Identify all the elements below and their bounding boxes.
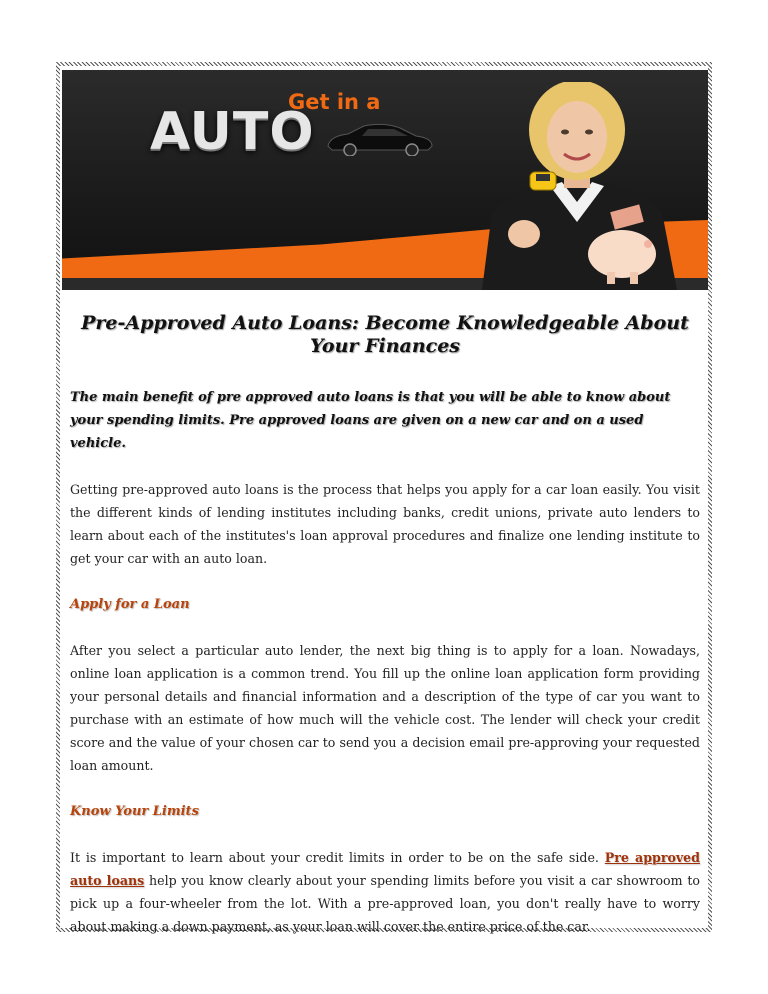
article bbox=[70, 312, 700, 938]
logo-auto-text: AUTO bbox=[150, 102, 315, 162]
paragraph-intro: Getting pre-approved auto loans is the process that helps you apply for a car loan easily. You visit the different kinds of lending institutes including banks, credit unions, private auto lenders to learn about each of the institutes's loan approval procedures and finalize one lending institute to get your car with an auto loan. bbox=[70, 482, 700, 566]
woman-with-toy-car-and-piggy-bank-image bbox=[462, 82, 692, 290]
article-lead: The main benefit of pre approved auto loans is that you will be able to know about your spending limits. Pre approved loans are given on a new car and on a used vehicle. bbox=[70, 390, 671, 451]
article-title: Pre-Approved Auto Loans: Become Knowledgeable About Your Finances bbox=[81, 312, 689, 357]
paragraph-limits bbox=[70, 846, 700, 938]
paragraph-limits-text-start: It is important to learn about your credit limits in order to be on the safe side. bbox=[70, 850, 605, 865]
paragraph-limits-text-end: help you know clearly about your spending limits before you visit a car showroom to pick up a four-wheeler from the lot. With a pre-approved loan, you don't really have to worry about making a down payment, as your loan will cover the entire price of the car. bbox=[70, 873, 700, 934]
heading-apply-for-a-loan: Apply for a Loan bbox=[70, 597, 190, 612]
pre-approved-auto-loans-link[interactable]: Pre approved auto loans bbox=[70, 850, 700, 888]
paragraph-apply: After you select a particular auto lender, the next big thing is to apply for a loan. Nowadays, online loan application is a common trend. You fill up the online loan application form providing your personal details and financial information and a description of the type of car you want to purchase with an estimate of how much will the vehicle cost. The lender will check your credit score and the value of your chosen car to send you a decision email pre-approving your requested loan amount. bbox=[70, 643, 700, 773]
logo-tagline: Get in a bbox=[288, 90, 381, 114]
car-icon bbox=[324, 120, 436, 156]
header-banner bbox=[62, 70, 708, 290]
heading-know-your-limits: Know Your Limits bbox=[70, 804, 199, 819]
